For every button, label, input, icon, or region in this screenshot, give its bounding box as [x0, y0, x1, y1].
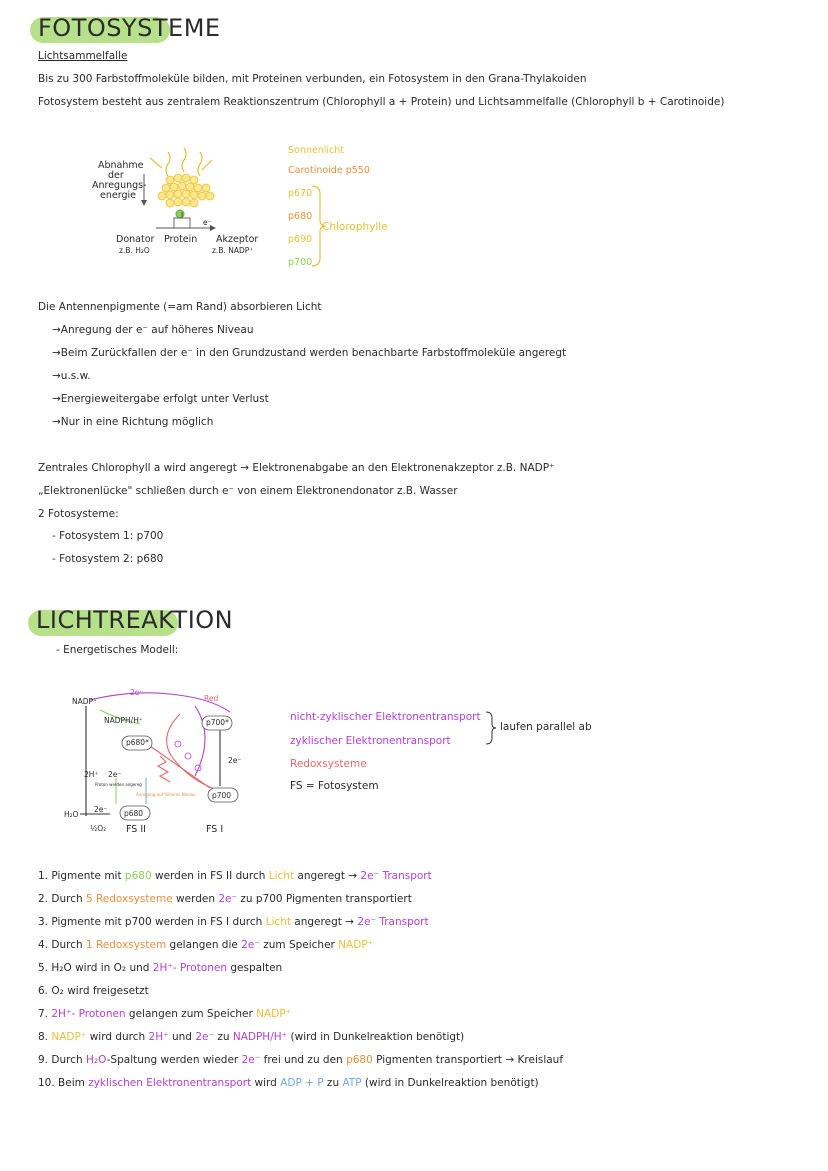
intro-line-2: Fotosystem besteht aus zentralem Reaktionszentrum (Chlorophyll a + Protein) und Lichtsammelfalle (Chlorophyll b + Carotinoide) [38, 96, 725, 108]
central-line-1: Zentrales Chlorophyll a wird angeregt → Elektronenabgabe an den Elektronenakzeptor z.B. NADP⁺ [38, 462, 555, 474]
pigment-cluster [158, 174, 214, 207]
sunlight-rays [150, 148, 212, 176]
step-2: 2. Durch 5 Redoxsysteme werden 2e⁻ zu p700 Pigmenten transportiert [38, 893, 412, 905]
antenna-line-2: →Anregung der e⁻ auf höheres Niveau [52, 324, 254, 336]
z-fs1: FS I [206, 824, 224, 835]
label-akzeptor-example: z.B. NADP⁺ [212, 246, 254, 255]
antenna-line-5: →Energieweitergabe erfolgt unter Verlust [52, 393, 269, 405]
z-nadph: NADPH/H⁺ [104, 716, 143, 725]
parallel-bracket [484, 710, 496, 746]
antenna-line-1: Die Antennenpigmente (=am Rand) absorbieren Licht [38, 301, 322, 313]
central-line-5: - Fotosystem 2: p680 [52, 553, 164, 565]
z-p680-star: p680* [126, 738, 149, 747]
step-7: 7. 2H⁺- Protonen gelangen zum Speicher NADP⁺ [38, 1008, 292, 1020]
legend-p700: p700 [288, 257, 313, 268]
legend-zyklisch: zyklischer Elektronentransport [290, 735, 451, 747]
antenna-line-6: →Nur in eine Richtung möglich [52, 416, 214, 428]
z-fs2: FS II [126, 824, 146, 835]
label-abnahme: Abnahme [98, 160, 144, 171]
legend-carotinoide: Carotinoide p550 [288, 165, 370, 176]
antenna-line-4: →u.s.w. [52, 370, 91, 382]
label-protein: Protein [164, 234, 198, 245]
section-title-lichtreaktion: LICHTREAKTION [36, 606, 234, 634]
legend-parallel: laufen parallel ab [500, 721, 592, 733]
label-energie: energie [100, 190, 136, 201]
legend-p670: p670 [288, 188, 313, 199]
section-title-fotosysteme: FOTOSYSTEME [38, 14, 221, 42]
z-h2o: H₂O [64, 810, 79, 819]
z-proton-note: Proton werden angereg [95, 782, 142, 787]
legend-sonnenlicht: Sonnenlicht [288, 145, 344, 156]
legend-redox: Redoxsysteme [290, 758, 367, 770]
step-5: 5. H₂O wird in O₂ und 2H⁺- Protonen gespalten [38, 962, 283, 974]
central-line-4: - Fotosystem 1: p700 [52, 530, 164, 542]
step-9: 9. Durch H₂O-Spaltung werden wieder 2e⁻ frei und zu den p680 Pigmenten transportiert → Kreislauf [38, 1054, 564, 1066]
label-der: der [108, 170, 124, 181]
intro-line-1: Bis zu 300 Farbstoffmoleküle bilden, mit Proteinen verbunden, ein Fotosystem in den Grana-Thylakoiden [38, 73, 587, 85]
subtitle-energetisches-modell: - Energetisches Modell: [56, 644, 179, 656]
z-2e-mid: 2e⁻ [108, 770, 122, 779]
legend-fs: FS = Fotosystem [290, 780, 379, 792]
legend-nicht-zyklisch: nicht-zyklischer Elektronentransport [290, 711, 481, 723]
zigzag [158, 756, 170, 782]
z-red: Red [204, 694, 219, 703]
step-3: 3. Pigmente mit p700 werden in FS I durch Licht angeregt → 2e⁻ Transport [38, 916, 429, 928]
label-akzeptor: Akzeptor [216, 234, 259, 245]
step-4: 4. Durch 1 Redoxsystem gelangen die 2e⁻ zum Speicher NADP⁺ [38, 939, 374, 951]
legend-chlorophylle: Chlorophylle [322, 221, 388, 233]
label-electron: e⁻ [203, 218, 212, 227]
z-2e-low: 2e⁻ [94, 805, 108, 814]
subtitle-lichtsammelfalle: Lichtsammelfalle [38, 50, 128, 62]
z-2e-right: 2e⁻ [228, 756, 242, 765]
label-donator-example: z.B. H₂O [119, 246, 150, 255]
z-p700-star: p700* [206, 718, 229, 727]
central-line-3: 2 Fotosysteme: [38, 508, 119, 520]
step-8: 8. NADP⁺ wird durch 2H⁺ und 2e⁻ zu NADPH/H⁺ (wird in Dunkelreaktion benötigt) [38, 1031, 465, 1043]
z-p700: p700 [212, 791, 232, 800]
z-p680: p680 [124, 809, 144, 818]
step-6: 6. O₂ wird freigesetzt [38, 985, 149, 997]
reaction-center [176, 210, 184, 218]
steps-list [38, 870, 563, 1100]
z-2h: 2H⁺ [84, 770, 99, 779]
legend-p680: p680 [288, 211, 313, 222]
z-nadp: NADP⁺ [72, 697, 97, 706]
z-half-o2: ½O₂ [90, 824, 107, 833]
antenna-line-3: →Beim Zurückfallen der e⁻ in den Grundzustand werden benachbarte Farbstoffmoleküle angeregt [52, 347, 567, 359]
central-line-2: „Elektronenlücke" schließen durch e⁻ von einem Elektronendonator z.B. Wasser [38, 485, 458, 497]
step-1: 1. Pigmente mit p680 werden in FS II durch Licht angeregt → 2e⁻ Transport [38, 870, 432, 882]
z-anregung-note: Anregung auf höheres Niveau [136, 792, 196, 797]
step-10: 10. Beim zyklischen Elektronentransport wird ADP + P zu ATP (wird in Dunkelreaktion benötigt) [38, 1077, 539, 1089]
legend-p690: p690 [288, 234, 313, 245]
z-scheme-diagram [60, 686, 280, 846]
label-anregungs: Anregungs- [92, 180, 147, 191]
z-2e-top: 2e⁻ [130, 688, 144, 697]
label-donator: Donator [116, 234, 155, 245]
